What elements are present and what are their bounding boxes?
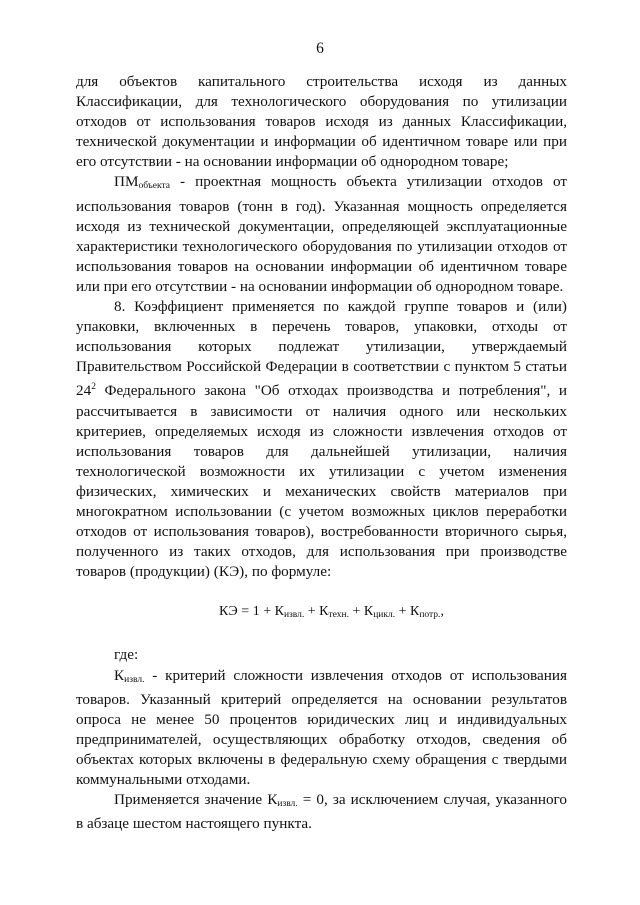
article-superscript: 2 (91, 382, 96, 393)
formula-end: , (440, 604, 444, 620)
document-body (76, 72, 567, 834)
design-capacity-text: - проектная мощность объекта утилизации отходов от использования товаров (тонн в год). Указанная мощность определяется исходя из технической документации, определяющей эксплуатационные характеристики технологического оборудования по утилизации отходов от использования товаров на основании информации об идентичном товаре или при его отсутствии - на основании информации об однородном товаре. (76, 173, 567, 295)
coefficient-text-start: 8. Коэффициент применяется по каждой группе товаров и (или) упаковки, включенных в перечень товаров, упаковки, отходы от использования которых подлежат утилизации, утверждаемый Правительством Российской Федерации в соответствии с пунктом 5 статьи 24 (76, 298, 567, 400)
value-applied-subscript: извл. (277, 799, 298, 810)
formula-sub-cikl: цикл. (373, 610, 396, 621)
formula (76, 602, 567, 625)
formula-lhs: КЭ = 1 + К (219, 604, 284, 620)
symbol-pm: ПМ (114, 173, 139, 191)
formula-sub-tehn: техн. (328, 610, 349, 621)
coefficient-text-end: Федерального закона "Об отходах производства и потребления", и рассчитывается в зависимости от наличия одного или нескольких критериев, определяемых исходя из сложности извлечения отходов от использования товаров для дальнейшей утилизации, наличия технологической возможности их утилизации с учетом изменения физических, химических и механических свойств материалов при многократном использовании (с учетом возможных циклов переработки отходов от использования товаров), востребованности вторичного сырья, полученного из таких отходов, для использования при производстве товаров (продукции) (КЭ), по формуле: (76, 382, 567, 581)
symbol-pm-subscript: объекта (138, 181, 170, 192)
paragraph-extraction-criterion (76, 666, 567, 791)
where-label: где: (114, 646, 139, 664)
formula-plus-2: + К (304, 604, 329, 620)
value-applied-end: = 0, за исключением случая, указанного в абзаце шестом настоящего пункта. (76, 791, 567, 833)
paragraph-value-applied (76, 790, 567, 834)
formula-sub-potr: потр. (419, 610, 441, 621)
formula-plus-3: + К (348, 604, 374, 620)
paragraph-coefficient (76, 297, 567, 582)
paragraph-design-capacity (76, 172, 567, 297)
formula-plus-4: + К (395, 604, 420, 620)
symbol-k-subscript: извл. (124, 674, 145, 685)
page-number: 6 (316, 40, 324, 57)
symbol-k: К (114, 666, 125, 684)
paragraph-classification: для объектов капитального строительства исходя из данных Классификации, для технологического оборудования по утилизации отходов от использования товаров исходя из данных Классификации, технической документации и информации об идентичном товаре или при его отсутствии - на основании информации об однородном товаре; (76, 73, 567, 171)
extraction-criterion-text: - критерий сложности извлечения отходов от использования товаров. Указанный критерий определяется на основании результатов опроса не менее 50 процентов юридических лиц и индивидуальных предпринимателей, осуществляющих обработку отходов, сведения об объектах которых включены в федеральную схему обращения с твердыми коммунальными отходами. (76, 666, 567, 788)
value-applied-start: Применяется значение К (114, 791, 278, 809)
formula-sub-izvl: извл. (283, 610, 305, 621)
